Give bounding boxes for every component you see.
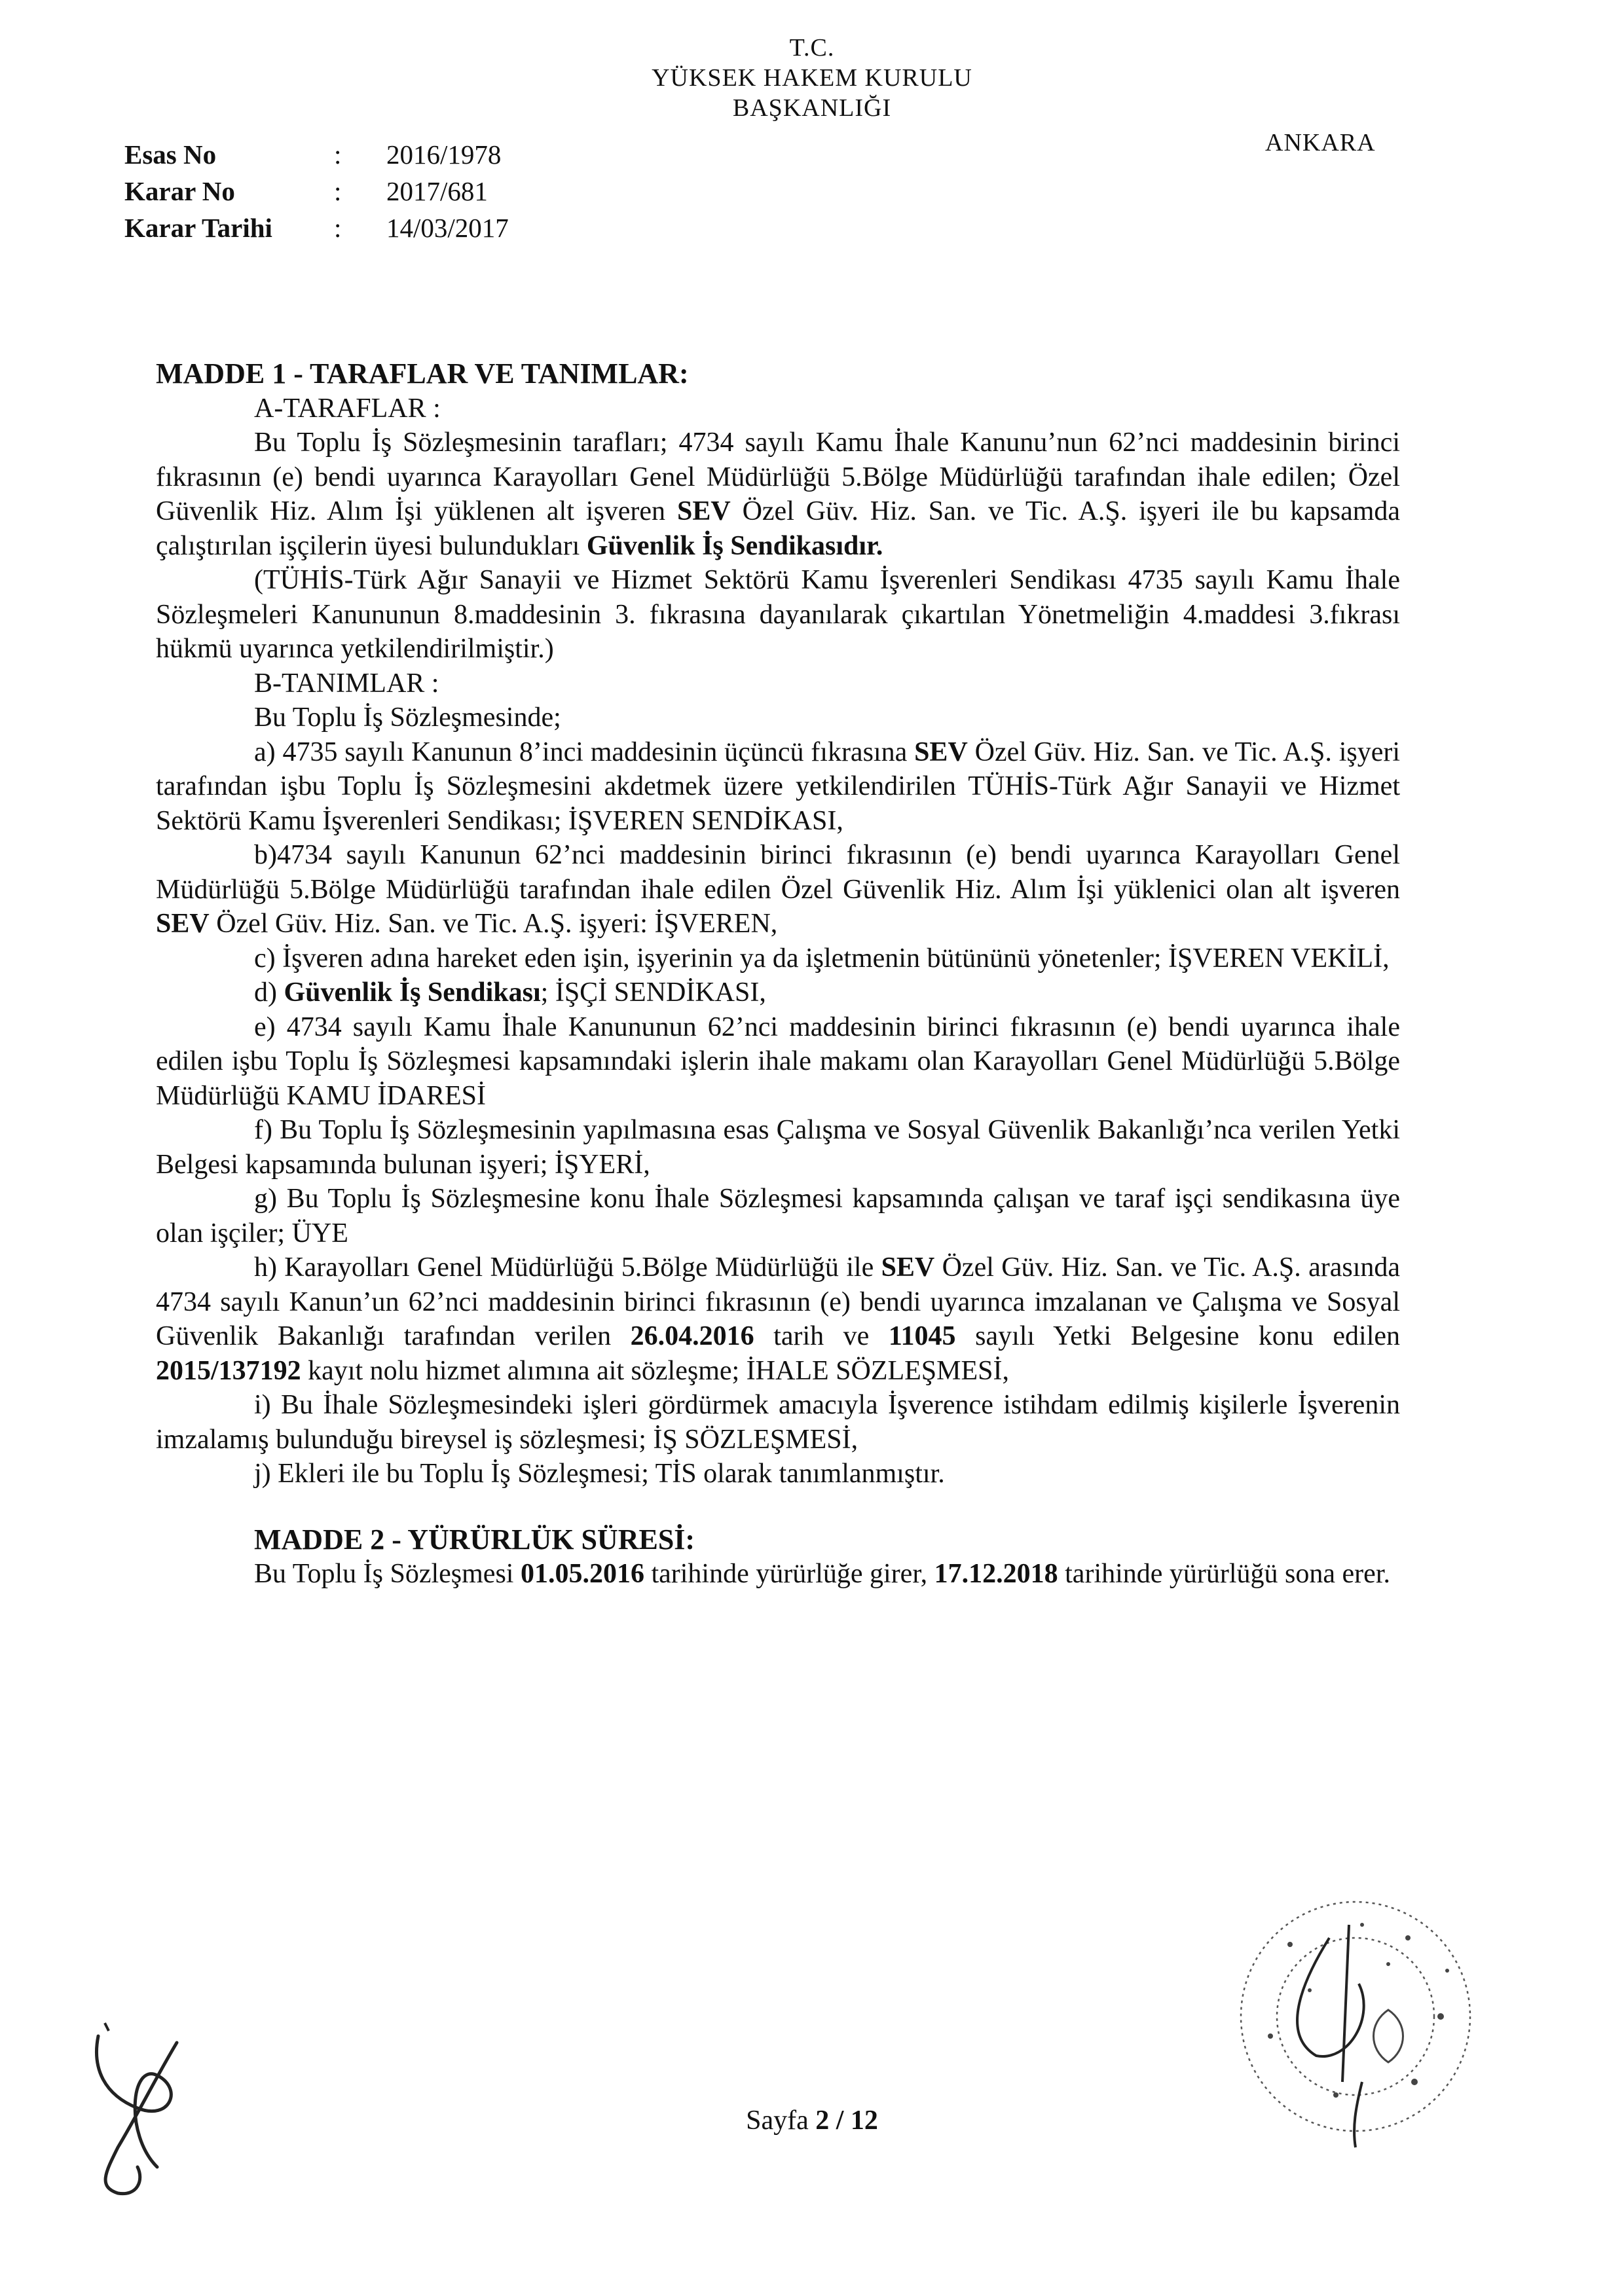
page-current: 2 [815, 2105, 830, 2136]
meta-colon: : [334, 139, 342, 170]
meta-colon: : [334, 176, 342, 206]
meta-value: 2016/1978 [386, 139, 502, 170]
header-city: ANKARA [1265, 129, 1376, 156]
document-body [156, 357, 1400, 1592]
definitions-intro: Bu Toplu İş Sözleşmesinde; [254, 702, 561, 733]
definition-item-g: g) Bu Toplu İş Sözleşmesine konu İhale Sözleşmesi kapsamında çalışan ve taraf işçi sendikasına üye olan işçiler; ÜYE [156, 1184, 1400, 1248]
text: kayıt nolu hizmet alımına ait sözleşme; İHALE SÖZLEŞMESİ, [308, 1355, 1009, 1386]
start-date: 01.05.2016 [520, 1559, 644, 1589]
text: Özel Güv. Hiz. San. ve Tic. A.Ş. işyeri: İŞVEREN, [216, 909, 778, 939]
meta-value: 14/03/2017 [386, 213, 509, 243]
section-b-heading: B-TANIMLAR : [254, 668, 439, 699]
definition-item-f: f) Bu Toplu İş Sözleşmesinin yapılmasına esas Çalışma ve Sosyal Güvenlik Bakanlığı’nca verilen Yetki Belgesi kapsamında bulunan işyeri; İŞYERİ, [156, 1115, 1400, 1180]
authorization-paragraph: (TÜHİS-Türk Ağır Sanayii ve Hizmet Sektörü Kamu İşverenleri Sendikası 4735 sayılı Kamu İhale Sözleşmeleri Kanununun 8.maddesinin 3. fıkrasına dayanılarak çıkartılan Yönetmeliğin 4.maddesi 3.fıkrası hükmü uyarınca yetkilendirilmiştir.) [156, 565, 1400, 664]
validity-paragraph [156, 1557, 1400, 1592]
union-name: Güvenlik İş Sendikası [284, 977, 541, 1008]
text: ; İŞÇİ SENDİKASI, [540, 977, 766, 1008]
text: h) Karayolları Genel Müdürlüğü 5.Bölge Müdürlüğü ile [254, 1252, 874, 1283]
definition-item-j: j) Ekleri ile bu Toplu İş Sözleşmesi; TİS olarak tanımlanmıştır. [254, 1459, 945, 1489]
header-institution: YÜKSEK HAKEM KURULU [652, 64, 972, 92]
meta-row-karar [124, 173, 509, 210]
authorization-number: 11045 [888, 1321, 956, 1351]
company-name: SEV [914, 737, 968, 767]
text: a) 4735 sayılı Kanunun 8’inci maddesinin üçüncü fıkrasına [254, 737, 908, 767]
meta-row-tarih [124, 210, 509, 246]
article1-heading: MADDE 1 - TARAFLAR VE TANIMLAR: [156, 357, 689, 390]
text: tarihinde yürürlüğü sona erer. [1065, 1559, 1390, 1589]
text: sayılı Yetki Belgesine konu edilen [975, 1321, 1401, 1351]
text: Özel Güv. Hiz. San. ve Tic. A.Ş. işyeri tarafından işbu Toplu İş Sözleşmesini akdetmek üzere yetkilendirilen TÜHİS-Türk Ağır Sanayii ve Hizmet Sektörü Kamu İşverenleri Sendikası; İŞVEREN SENDİKASI, [156, 737, 1401, 836]
meta-key: Esas No [124, 139, 217, 170]
union-name: Güvenlik İş Sendikasıdır. [586, 530, 883, 561]
page-number [0, 2105, 1624, 2136]
definition-item-b [156, 838, 1400, 941]
text: d) [254, 977, 277, 1008]
company-name: SEV [676, 496, 731, 526]
meta-key: Karar Tarihi [124, 213, 272, 243]
text: tarihinde yürürlüğe girer, [651, 1559, 928, 1589]
section-a-heading: A-TARAFLAR : [254, 393, 441, 424]
definition-item-d [156, 975, 1400, 1010]
meta-value: 2017/681 [386, 176, 488, 206]
end-date: 17.12.2018 [934, 1559, 1058, 1589]
header-tc: T.C. [789, 34, 835, 62]
definition-item-e: e) 4734 sayılı Kamu İhale Kanununun 62’nci maddesinin birinci fıkrasının (e) bendi uyarınca ihale edilen işbu Toplu İş Sözleşmesi kapsamındaki işlerin ihale makamı olan Karayolları Genel Müdürlüğü 5.Bölge Müdürlüğü KAMU İDARESİ [156, 1011, 1400, 1111]
definition-item-a [156, 735, 1400, 839]
authorization-date: 26.04.2016 [630, 1321, 754, 1351]
article2-heading: MADDE 2 - YÜRÜRLÜK SÜRESİ: [254, 1523, 695, 1556]
header-presidency: BAŞKANLIĞI [732, 94, 892, 122]
definition-item-h [156, 1250, 1400, 1388]
company-name: SEV [881, 1252, 935, 1283]
company-name: SEV [156, 909, 210, 939]
meta-row-esas [124, 136, 509, 173]
definition-item-c: c) İşveren adına hareket eden işin, işyerinin ya da işletmenin bütününü yönetenler; İŞVEREN VEKİLİ, [254, 943, 1390, 974]
page-label: Sayfa [746, 2105, 809, 2136]
page-total: 12 [850, 2105, 878, 2136]
parties-paragraph [156, 426, 1400, 563]
text: b)4734 sayılı Kanunun 62’nci maddesinin birinci fıkrasının (e) bendi uyarınca Karayolları Genel Müdürlüğü 5.Bölge Müdürlüğü tarafından ihale edilen Özel Güvenlik Hiz. Alım İşi yüklenici olan alt işveren [156, 840, 1400, 905]
case-metadata [124, 136, 509, 246]
text: Özel Güv. Hiz. San. ve Tic. A.Ş. arasında 4734 sayılı Kanun’un 62’nci maddesinin birinci fıkrasının (e) bendi uyarınca imzalanan ve Çalışma ve Sosyal Güvenlik Bakanlığı tarafından verilen [156, 1252, 1401, 1351]
document-header [0, 33, 1624, 123]
meta-colon: : [334, 213, 342, 243]
text: Özel Güv. Hiz. San. ve Tic. A.Ş. işyeri ile bu kapsamda çalıştırılan işçilerin üyesi bulundukları [156, 496, 1401, 561]
page-separator: / [836, 2105, 844, 2136]
text: Bu Toplu İş Sözleşmesi [254, 1559, 514, 1589]
meta-key: Karar No [124, 176, 235, 206]
text: Bu Toplu İş Sözleşmesinin tarafları; 4734 sayılı Kamu İhale Kanunu’nun 62’nci maddesinin birinci fıkrasının (e) bendi uyarınca Karayolları Genel Müdürlüğü 5.Bölge Müdürlüğü tarafından ihale edilen; Özel Güvenlik Hiz. Alım İşi yüklenen alt işveren [156, 428, 1400, 526]
definition-item-i: i) Bu İhale Sözleşmesindeki işleri gördürmek amacıyla İşverence istihdam edilmiş kişilerle İşverenin imzalamış bulunduğu bireysel iş sözleşmesi; İŞ SÖZLEŞMESİ, [156, 1390, 1400, 1455]
registration-number: 2015/137192 [156, 1355, 301, 1386]
text: tarih ve [773, 1321, 870, 1351]
spacer [156, 1491, 1400, 1523]
